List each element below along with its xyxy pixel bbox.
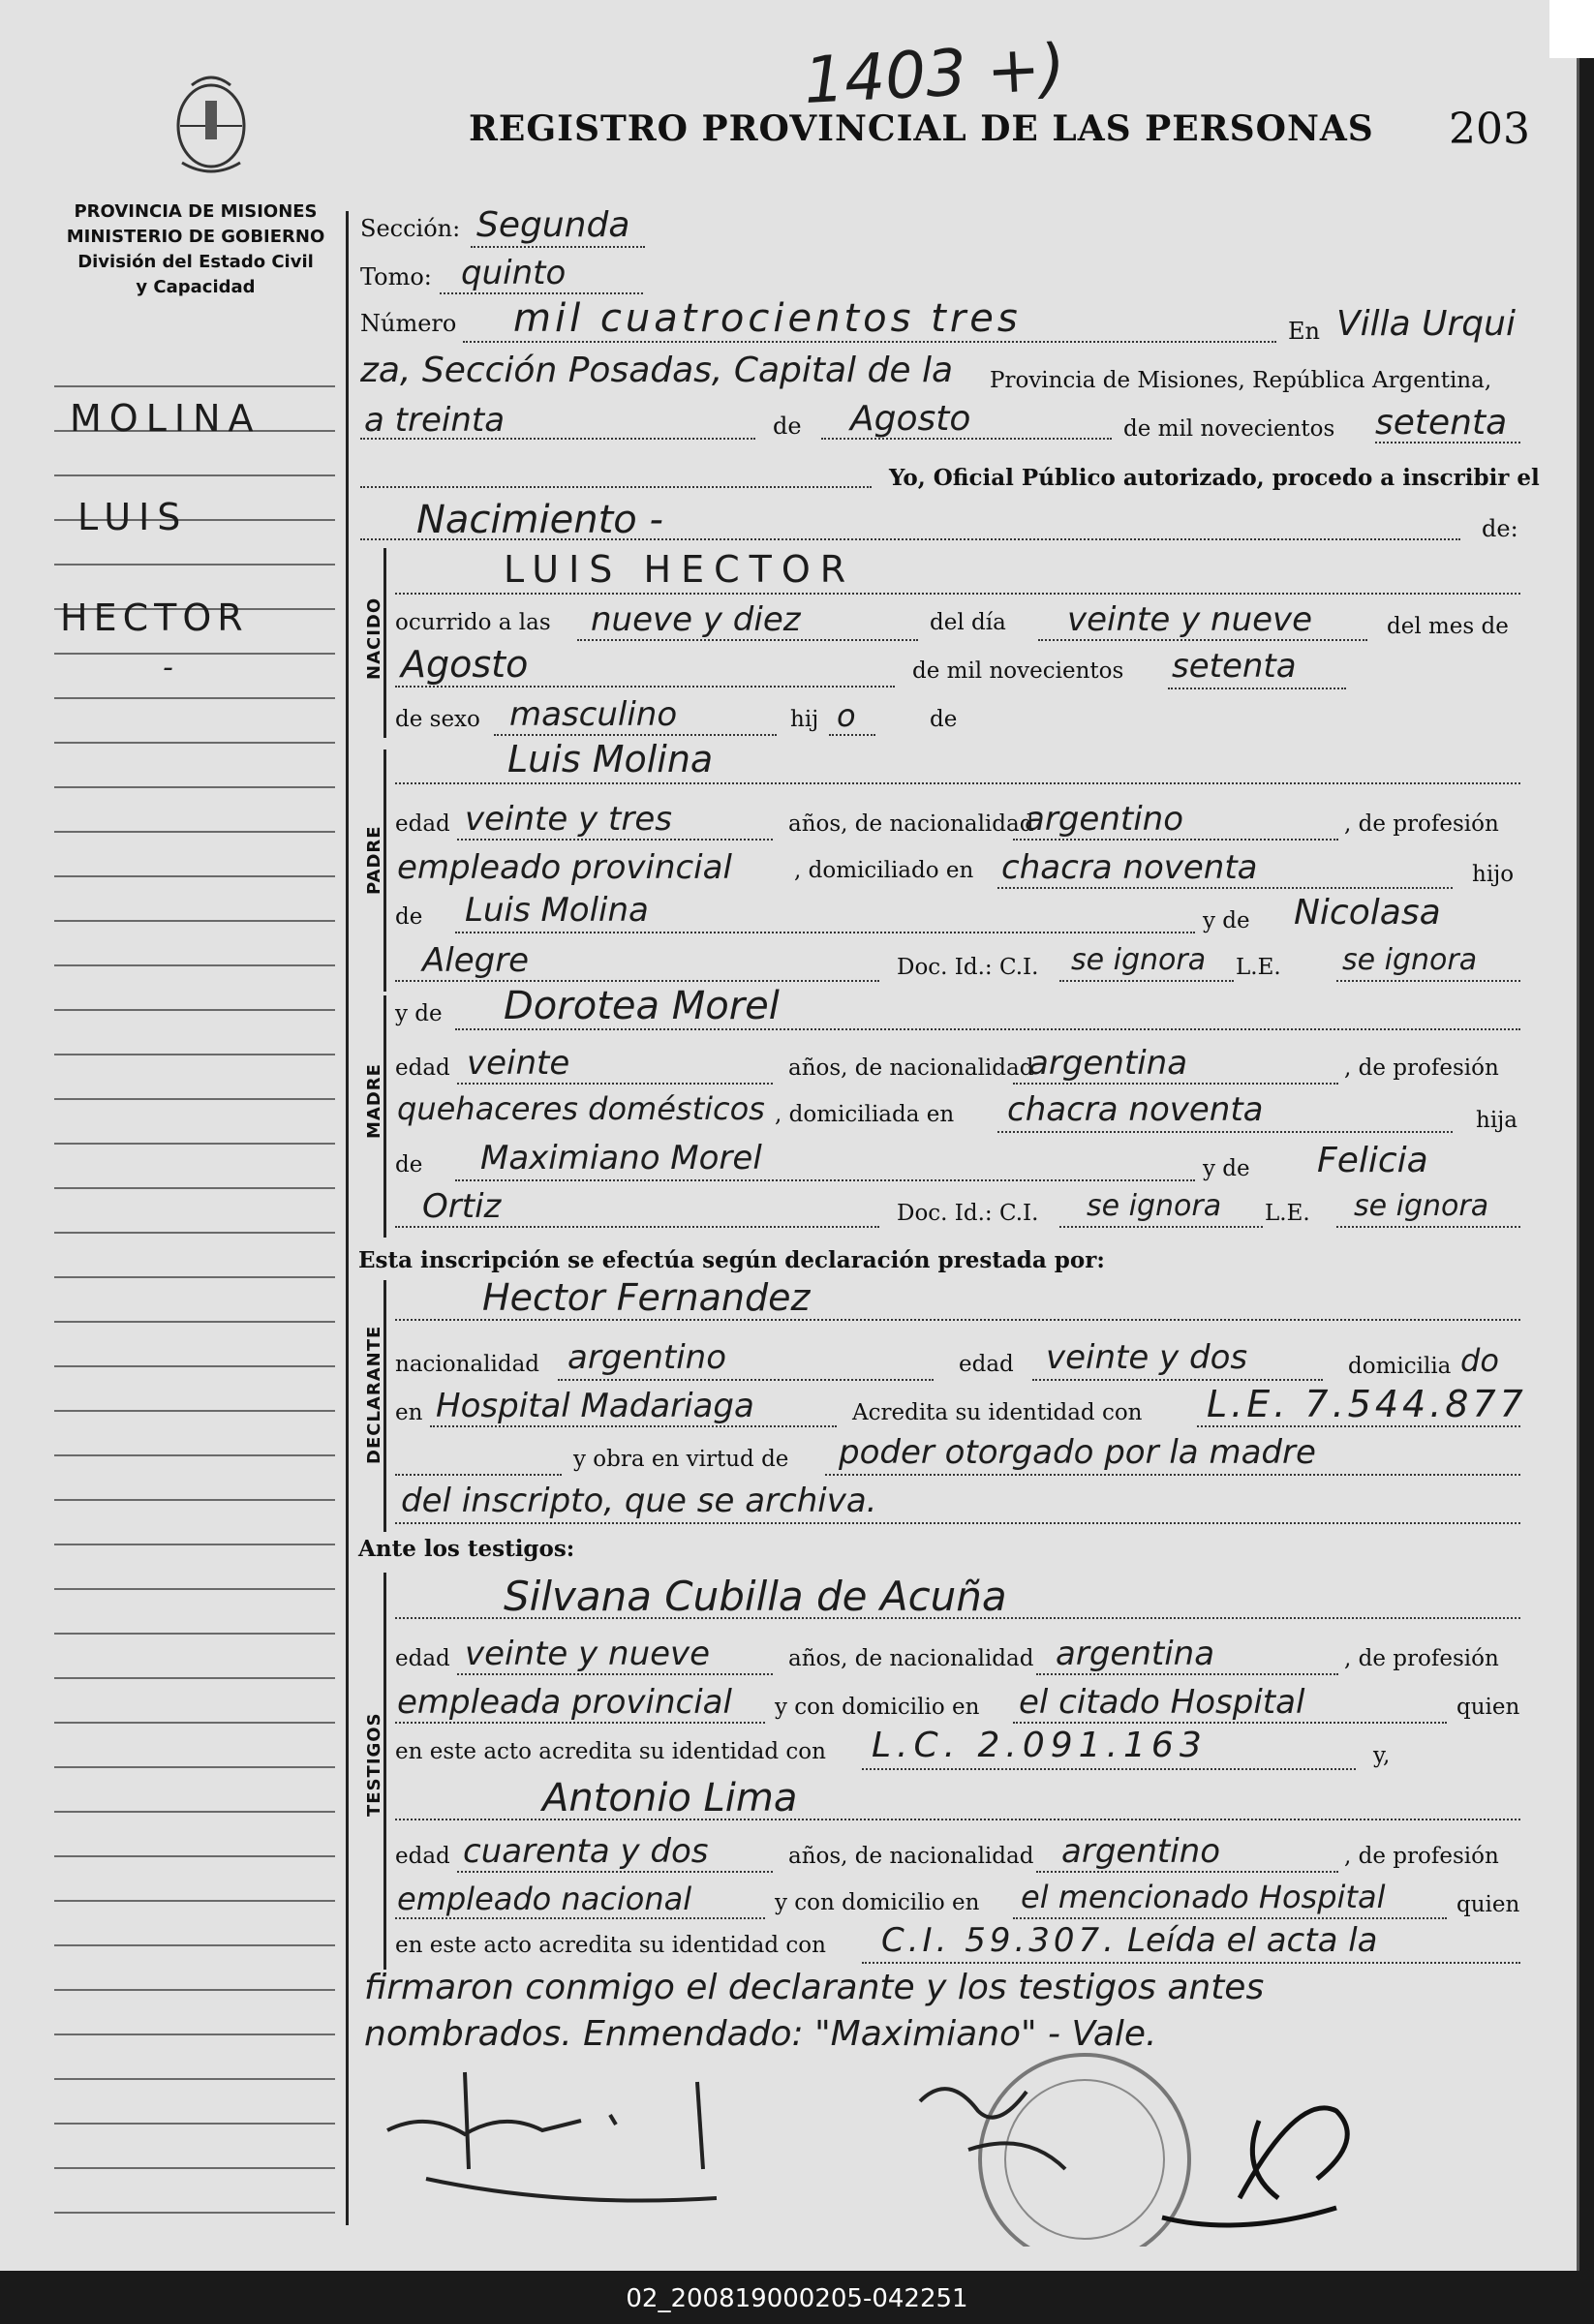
margin-ruled-line [54,831,335,833]
t2-edad-line [457,1871,773,1873]
t1-nacionalidad-line [1036,1673,1338,1675]
margin-ruled-line [54,2123,335,2125]
t1-acredita-label: en este acto acredita su identidad con [395,1739,826,1764]
t2-documento: C.I. 59.307. [881,1921,1118,1960]
del-dia-label: del día [930,610,1006,635]
t1-edad-label: edad [395,1646,450,1671]
declarante-name-line [395,1319,1520,1321]
obra-line-a [825,1474,1520,1476]
t2-nacionalidad-line [1036,1871,1338,1873]
month-line [821,438,1112,440]
t2-profesion-label: , de profesión [1344,1844,1499,1869]
closing-1: Leída el acta la [1127,1921,1378,1960]
padre-le-value: se ignora [1342,943,1478,977]
numero-label: Número [360,310,457,337]
t2-quien-label: quien [1456,1892,1520,1917]
acredita-label: Acredita su identidad con [852,1400,1143,1425]
madre-le-value: se ignora [1354,1189,1489,1223]
closing-2: firmaron conmigo el declarante y los testigos antes [364,1968,1265,2007]
padre-name-line [395,782,1520,784]
madre-ci-value: se ignora [1087,1189,1222,1223]
madre-edad-line [457,1083,773,1085]
margin-ruled-line [54,2034,335,2035]
t1-nacionalidad-label: años, de nacionalidad [788,1646,1034,1671]
madre-edad-value: veinte [467,1044,570,1083]
t1-edad-line [457,1673,773,1675]
madre-name: Dorotea Morel [504,984,780,1028]
padre-ci-line [1059,980,1234,982]
madre-section-label: MADRE [364,1063,384,1139]
madre-ci-line [1059,1226,1263,1228]
seccion-value: Segunda [476,205,630,245]
margin-ruled-line [54,2167,335,2169]
margin-ruled-line [54,385,335,387]
margin-ruled-line [54,920,335,922]
declarante-documento: L.E. 7.544.877 [1207,1383,1527,1425]
seccion-label: Sección: [360,215,461,242]
tomo-line [440,292,643,294]
t1-quien-label: quien [1456,1695,1520,1720]
margin-ruled-line [54,742,335,744]
margin-ruled-line [54,1633,335,1635]
margin-surname: MOLINA [70,397,261,440]
declarante-edad-line [1032,1379,1323,1381]
issuer-block [50,199,341,300]
madre-domicilio-label: , domiciliada en [775,1102,955,1127]
padre-nacionalidad-line [1013,839,1338,841]
declarante-edad-label: edad [959,1352,1014,1377]
en-value-b: za, Sección Posadas, Capital de la [360,351,953,390]
hijo-label: hijo [1472,862,1515,887]
madre-le-line [1336,1226,1520,1228]
madre-edad-label: edad [395,1055,450,1081]
margin-ruled-line [54,1187,335,1189]
en-label: En [1288,318,1320,345]
t2-edad-label: edad [395,1844,450,1869]
page-edge [1549,0,1594,58]
margin-dash: - [163,651,173,685]
provincia-text: Provincia de Misiones, República Argentina, [990,368,1492,393]
t2-nacionalidad-label: años, de nacionalidad [788,1844,1034,1869]
padre-domicilio-value: chacra noventa [1001,848,1258,887]
ocurrido-label: ocurrido a las [395,610,551,635]
madre-de-label: de [395,1152,423,1177]
act-type: Nacimiento - [416,498,663,542]
padre-y-de-label: y de [1203,908,1250,933]
margin-rule [346,211,349,2225]
margin-ruled-line [54,1811,335,1813]
margin-ruled-line [54,1766,335,1768]
t1-documento-line [862,1768,1356,1770]
madre-father-line [455,1179,1195,1181]
padre-father-line [455,932,1195,933]
madre-mother-b: Ortiz [422,1187,502,1226]
madre-y-de-label: y de [395,1001,443,1026]
margin-ruled-line [54,786,335,788]
declarante-domicilio-line [430,1425,837,1427]
madre-father: Maximiano Morel [480,1139,762,1177]
madre-doc-label: Doc. Id.: C.I. [897,1201,1039,1226]
domicilia-label: domicilia [1348,1354,1452,1379]
tomo-label: Tomo: [360,263,432,290]
dia-value: veinte y nueve [1067,600,1313,639]
padre-edad-value: veinte y tres [465,800,672,839]
en-value-a: Villa Urqui [1336,304,1516,344]
hora-line [577,639,918,641]
mes-line [395,686,895,688]
handwritten-act-number: 1403 +) [802,29,1067,119]
margin-ruled-line [54,1944,335,1946]
t1-edad-value: veinte y nueve [465,1635,711,1673]
numero-value: mil cuatrocientos tres [513,296,1022,341]
margin-ruled-line [54,1143,335,1145]
margin-ruled-line [54,697,335,699]
margin-ruled-line [54,1588,335,1590]
footer-filename: 02_200819000205-042251 [626,2284,968,2313]
padre-mother-line [395,980,879,982]
t1-documento: L.C. 2.091.163 [872,1726,1208,1765]
numero-line [463,341,1276,343]
padre-le-label: L.E. [1236,955,1281,980]
declarante-documento-line [1197,1425,1520,1427]
issuer-division: División del Estado Civil [77,252,314,272]
nacido-section-label: NACIDO [364,596,384,680]
blank-line-2 [395,1474,562,1476]
nacido-name-line [395,593,1520,595]
declaracion-text: Esta inscripción se efectúa según declaración prestada por: [358,1247,1105,1273]
t2-name-line [395,1819,1520,1820]
t1-name-line [395,1617,1520,1619]
t2-acredita-label: en este acto acredita su identidad con [395,1933,826,1958]
official-seal-icon [980,2055,1189,2247]
blank-line [360,486,872,488]
de-colon-label: de: [1482,515,1518,542]
margin-first-name: LUIS [77,496,189,538]
hija-label: hija [1476,1108,1518,1133]
margin-second-name: HECTOR [60,596,249,639]
margin-ruled-line [54,1900,335,1902]
margin-ruled-line [54,1499,335,1501]
sexo-label: de sexo [395,707,480,732]
padre-section-label: PADRE [364,825,384,895]
obra-line-b [395,1522,1520,1524]
declarante-en-label: en [395,1400,423,1425]
t1-domicilio-value: el citado Hospital [1019,1683,1305,1722]
year-label: de mil novecientos [1123,416,1335,442]
t2-profesion-value: empleado nacional [397,1881,692,1917]
declarante-nacionalidad-value: argentino [567,1338,726,1377]
t1-domicilio-label: y con domicilio en [775,1695,980,1720]
nacido-year-label: de mil novecientos [912,658,1124,684]
issuer-division-2: y Capacidad [136,277,256,297]
nacido-year-value: setenta [1172,647,1297,686]
month-value: Agosto [850,399,971,439]
padre-mother-a: Nicolasa [1294,893,1441,933]
padre-profesion-value: empleado provincial [397,848,732,887]
margin-ruled-line [54,1677,335,1679]
domicilia-suffix: do [1460,1342,1499,1379]
margin-ruled-line [54,1321,335,1323]
madre-nacionalidad-label: años, de nacionalidad [788,1055,1034,1081]
padre-edad-line [457,839,773,841]
obra-label: y obra en virtud de [573,1447,789,1472]
madre-profesion-label: , de profesión [1344,1055,1499,1081]
ante-testigos-label: Ante los testigos: [358,1536,575,1562]
margin-ruled-line [54,564,335,566]
margin-ruled-line [54,1009,335,1011]
t1-nacionalidad-value: argentina [1056,1635,1215,1673]
nacido-name: LUIS HECTOR [504,548,856,591]
hij-line [829,734,875,736]
madre-name-line [455,1028,1520,1030]
margin-ruled-line [54,2078,335,2080]
hij-suffix: o [837,697,856,734]
t2-documento-line [862,1962,1520,1964]
closing-3: nombrados. Enmendado: "Maximiano" - Vale. [364,2014,1157,2054]
margin-ruled-line [54,1454,335,1456]
de-label: de [773,413,802,440]
margin-ruled-line [54,964,335,966]
issuer-ministry: MINISTERIO DE GOBIERNO [66,227,325,247]
hora-value: nueve y diez [591,600,801,639]
madre-mother-line [395,1226,879,1228]
declarante-domicilio: Hospital Madariaga [436,1387,754,1425]
obra-value-b: del inscripto, que se archiva. [401,1482,877,1520]
oficial-text: Yo, Oficial Público autorizado, procedo a inscribir el [889,465,1540,491]
padre-nacionalidad-value: argentino [1025,800,1183,839]
page-title: REGISTRO PROVINCIAL DE LAS PERSONAS [469,108,1374,149]
margin-ruled-line [54,653,335,655]
declarante-edad-value: veinte y dos [1046,1338,1248,1377]
t2-nacionalidad-value: argentino [1061,1832,1220,1871]
padre-father: Luis Molina [465,891,649,930]
day-line [360,438,755,440]
margin-ruled-line [54,1855,335,1857]
t2-domicilio-line [1013,1917,1447,1919]
obra-value-a: poder otorgado por la madre [839,1433,1316,1472]
seccion-line [471,246,645,248]
padre-nacionalidad-label: años, de nacionalidad [788,811,1034,837]
margin-ruled-line [54,1544,335,1545]
mes-value: Agosto [401,643,529,686]
t2-name: Antonio Lima [542,1776,798,1820]
t2-domicilio-label: y con domicilio en [775,1890,980,1915]
margin-ruled-line [54,1365,335,1367]
madre-nacionalidad-line [1013,1083,1338,1085]
madre-y-de-label-2: y de [1203,1156,1250,1181]
declarante-nacionalidad-line [558,1379,934,1381]
sexo-value: masculino [509,695,678,734]
margin-ruled-line [54,1410,335,1412]
padre-le-line [1336,980,1520,982]
year-line [1375,442,1520,443]
margin-ruled-line [54,1276,335,1278]
declarante-nacionalidad-label: nacionalidad [395,1352,540,1377]
madre-le-label: L.E. [1265,1201,1310,1226]
signatures-and-seal [368,2053,1530,2247]
tomo-value: quinto [461,254,567,292]
nacido-year-line [1168,688,1346,689]
t1-profesion-line [395,1722,765,1724]
padre-edad-label: edad [395,811,450,837]
hij-label: hij [790,707,819,732]
t1-profesion-value: empleada provincial [397,1683,732,1722]
madre-mother-a: Felicia [1317,1141,1428,1180]
margin-ruled-line [54,474,335,476]
declarante-section-label: DECLARANTE [364,1325,384,1464]
madre-nacionalidad-value: argentina [1028,1044,1188,1083]
margin-ruled-line [54,1722,335,1724]
testigos-section-label: TESTIGOS [364,1712,384,1817]
padre-domicilio-label: , domiciliado en [794,858,974,883]
margin-ruled-line [54,2212,335,2214]
nacido-de-label: de [930,707,958,732]
t1-profesion-label: , de profesión [1344,1646,1499,1671]
dia-line [1038,639,1367,641]
margin-ruled-line [54,1098,335,1100]
padre-de-label: de [395,904,423,930]
sexo-line [494,734,777,736]
padre-mother-b: Alegre [422,941,530,980]
page-number: 203 [1449,105,1530,154]
year-value: setenta [1375,403,1508,443]
witness-signature [920,2089,1065,2169]
coat-of-arms-icon [163,66,260,182]
margin-ruled-line [54,875,335,877]
margin-ruled-line [54,1232,335,1234]
declarant-signature [387,2072,717,2201]
day-value: a treinta [364,401,506,440]
issuer-province: PROVINCIA DE MISIONES [74,201,318,222]
madre-domicilio-line [997,1131,1453,1133]
padre-ci-value: se ignora [1071,943,1207,977]
madre-domicilio-value: chacra noventa [1007,1090,1264,1129]
t2-profesion-line [395,1917,765,1919]
madre-profesion-value: quehaceres domésticos [397,1090,765,1127]
y-label: y, [1373,1743,1391,1768]
margin-ruled-line [54,1989,335,1991]
act-type-line [360,538,1460,540]
padre-doc-label: Doc. Id.: C.I. [897,955,1039,980]
margin-ruled-line [54,1054,335,1055]
t2-domicilio-value: el mencionado Hospital [1021,1879,1386,1915]
padre-name: Luis Molina [507,738,714,780]
declarante-name: Hector Fernandez [482,1276,811,1319]
padre-domicilio-line [997,887,1453,889]
t2-edad-value: cuarenta y dos [463,1832,709,1871]
t1-name: Silvana Cubilla de Acuña [504,1573,1007,1620]
padre-profesion-label: , de profesión [1344,811,1499,837]
t1-domicilio-line [1013,1722,1447,1724]
del-mes-label: del mes de [1387,614,1509,639]
